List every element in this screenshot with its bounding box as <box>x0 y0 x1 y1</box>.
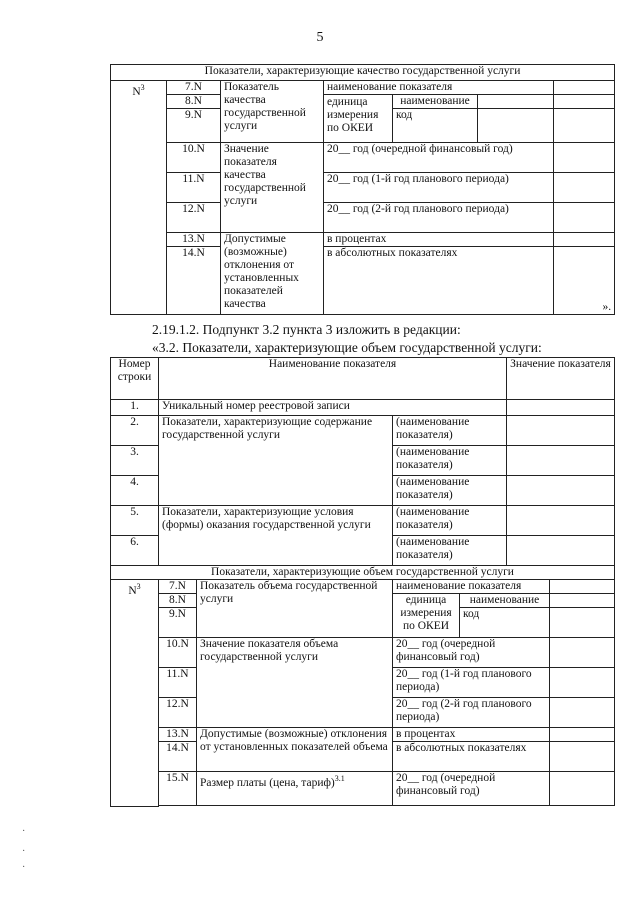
volume-row-number: 6. <box>111 536 159 566</box>
quality-row-8: 8.N <box>167 95 221 109</box>
col-header-value: Значение показателя <box>507 358 615 400</box>
quality-unit-code: код <box>393 109 478 143</box>
volume-row-13: 13.N <box>159 728 197 742</box>
quality-row-12: 12.N <box>167 203 221 233</box>
unique-registry-number-label: Уникальный номер реестровой записи <box>159 400 507 416</box>
indicator-name-placeholder: (наименование показателя) <box>393 476 507 506</box>
paragraph-section-title: «3.2. Показатели, характеризующие объем государственной услуги: <box>152 340 542 355</box>
quality-row-9: 9.N <box>167 109 221 143</box>
quality-absolute: в абсолютных показателях <box>324 247 554 315</box>
indicator-name-placeholder: (наименование показателя) <box>393 416 507 446</box>
volume-absolute: в абсолютных показателях <box>393 742 550 772</box>
scan-speck: · <box>22 862 26 873</box>
indicator-name-placeholder: (наименование показателя) <box>393 506 507 536</box>
quality-indicator-label: Показатель качества государственной услуги <box>221 81 324 143</box>
volume-deviation-label: Допустимые (возможные) отклонения от установленных показателей объема <box>197 728 393 772</box>
quality-indicator-name: наименование показателя <box>324 81 554 95</box>
volume-year-2: 20__ год (1-й год планового периода) <box>393 668 550 698</box>
quality-year-1: 20__ год (очередной финансовый год) <box>324 143 554 173</box>
volume-row-number: 1. <box>111 400 159 416</box>
fee-label: Размер платы (цена, тариф)$^{3.1}$ <box>197 772 393 806</box>
volume-unit-label: единица измерения по ОКЕИ <box>393 594 460 638</box>
quality-deviation-label: Допустимые (возможные) отклонения от установленных показателей качества <box>221 233 324 315</box>
indicator-name-placeholder: (наименование показателя) <box>393 446 507 476</box>
quality-year-3: 20__ год (2-й год планового периода) <box>324 203 554 233</box>
volume-row-11: 11.N <box>159 668 197 698</box>
quality-row-14: 14.N <box>167 247 221 315</box>
content-indicators-label: Показатели, характеризующие содержание государственной услуги <box>159 416 393 506</box>
indicator-name-placeholder: (наименование показателя) <box>393 536 507 566</box>
quality-row-11: 11.N <box>167 173 221 203</box>
quality-indicators-table <box>110 64 615 315</box>
volume-row-n3: $N^3$ <box>111 580 159 807</box>
paragraph-amendment: 2.19.1.2. Подпункт 3.2 пункта 3 изложить в редакции: <box>152 322 461 337</box>
quality-row-7: 7.N <box>167 81 221 95</box>
volume-row-number: 2. <box>111 416 159 446</box>
volume-indicator-name: наименование показателя <box>393 580 550 594</box>
col-header-number: Номер строки <box>111 358 159 400</box>
page-number: 5 <box>316 30 324 45</box>
volume-row-number: 5. <box>111 506 159 536</box>
volume-percent: в процентах <box>393 728 550 742</box>
scan-speck: · <box>22 846 26 857</box>
volume-unit-code: код <box>460 608 550 638</box>
volume-row-number: 3. <box>111 446 159 476</box>
volume-row-7: 7.N <box>159 580 197 594</box>
quality-row-13: 13.N <box>167 233 221 247</box>
volume-year-1: 20__ год (очередной финансовый год) <box>393 638 550 668</box>
quality-unit-label: единица измерения по ОКЕИ <box>324 95 393 143</box>
scan-speck: · <box>22 826 26 837</box>
col-header-name: Наименование показателя <box>159 358 507 400</box>
quality-year-2: 20__ год (1-й год планового периода) <box>324 173 554 203</box>
quality-closing-quote: ». <box>554 247 615 315</box>
volume-row-10: 10.N <box>159 638 197 668</box>
volume-unit-name: наименование <box>460 594 550 608</box>
quality-value-label: Значение показателя качества государственной услуги <box>221 143 324 233</box>
volume-year-3: 20__ год (2-й год планового периода) <box>393 698 550 728</box>
quality-row-10: 10.N <box>167 143 221 173</box>
quality-row-n3: $N^3$ <box>111 81 167 315</box>
volume-row-15: 15.N <box>159 772 197 806</box>
volume-row-8: 8.N <box>159 594 197 608</box>
quality-unit-name: наименование <box>393 95 478 109</box>
volume-indicator-label: Показатель объема государственной услуги <box>197 580 393 638</box>
volume-row-9: 9.N <box>159 608 197 638</box>
volume-row-14: 14.N <box>159 742 197 772</box>
quality-table-header: Показатели, характеризующие качество государственной услуги <box>111 65 615 81</box>
conditions-indicators-label: Показатели, характеризующие условия (формы) оказания государственной услуги <box>159 506 393 566</box>
volume-value-label: Значение показателя объема государственной услуги <box>197 638 393 728</box>
volume-indicators-table <box>110 357 615 807</box>
quality-percent: в процентах <box>324 233 554 247</box>
fee-year: 20__ год (очередной финансовый год) <box>393 772 550 806</box>
volume-row-12: 12.N <box>159 698 197 728</box>
volume-row-number: 4. <box>111 476 159 506</box>
volume-subtable-header: Показатели, характеризующие объем государственной услуги <box>111 566 615 580</box>
